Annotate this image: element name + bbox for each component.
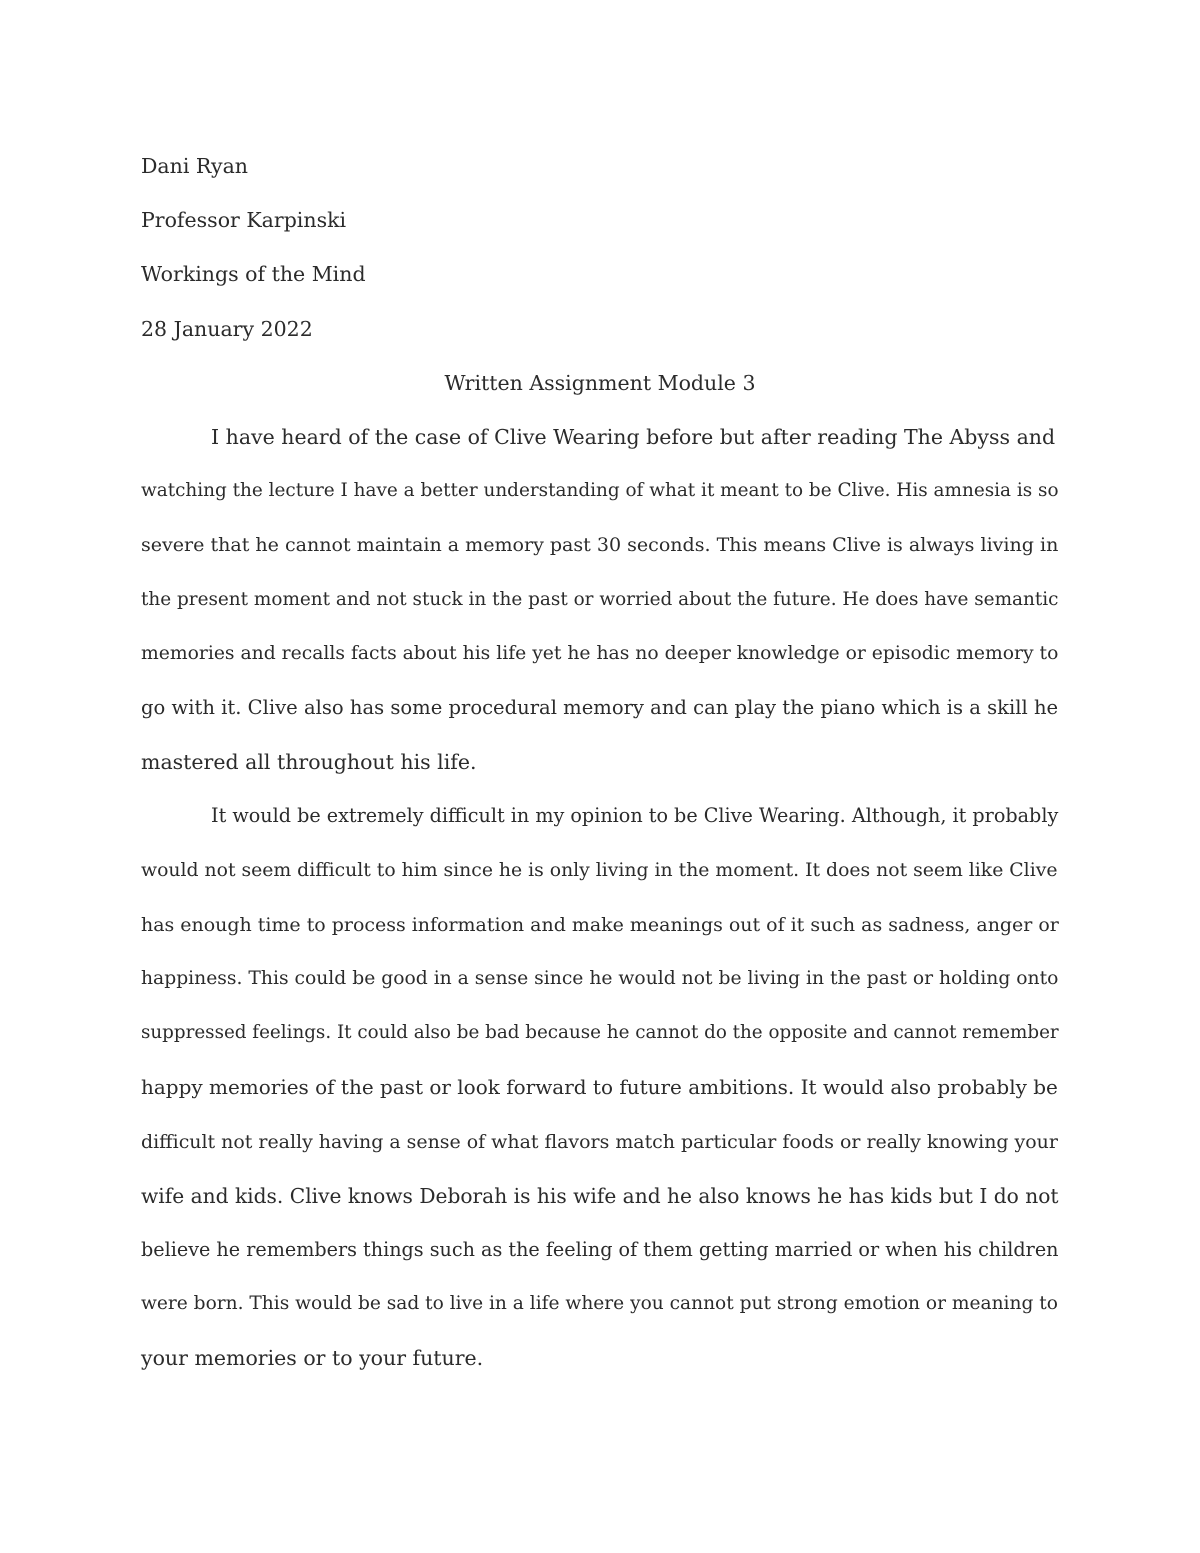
paragraph-line: memories and recalls facts about his life yet he has no deeper knowledge or episodic memory to — [141, 642, 1059, 664]
paragraph-line: watching the lecture I have a better understanding of what it meant to be Clive. His amnesia is so — [141, 480, 1059, 502]
paragraph-line: I have heard of the case of Clive Wearing before but after reading The Abyss and — [211, 425, 1056, 450]
paragraph-line: suppressed feelings. It could also be bad because he cannot do the opposite and cannot remember — [141, 1022, 1059, 1044]
course-name: Workings of the Mind — [141, 262, 366, 287]
paragraph-line: has enough time to process information and make meanings out of it such as sadness, anger or — [141, 913, 1059, 936]
paragraph-line: happy memories of the past or look forward to future ambitions. It would also probably be — [141, 1075, 1058, 1100]
paragraph-line: severe that he cannot maintain a memory past 30 seconds. This means Clive is always living in — [141, 534, 1059, 557]
paragraph-line: difficult not really having a sense of what flavors match particular foods or really knowing your — [141, 1130, 1058, 1153]
paragraph-line: your memories or to your future. — [141, 1346, 484, 1371]
paragraph-line: believe he remembers things such as the feeling of them getting married or when his children — [141, 1238, 1059, 1262]
document-title: Written Assignment Module 3 — [444, 370, 756, 395]
paragraph-line: wife and kids. Clive knows Deborah is his wife and he also knows he has kids but I do not — [141, 1183, 1059, 1208]
paragraph-line: mastered all throughout his life. — [141, 750, 477, 775]
paragraph-line: happiness. This could be good in a sense since he would not be living in the past or holding onto — [141, 968, 1059, 990]
assignment-date: 28 January 2022 — [141, 316, 313, 341]
professor-name: Professor Karpinski — [141, 208, 347, 233]
paragraph-line: go with it. Clive also has some procedural memory and can play the piano which is a skill he — [141, 696, 1059, 720]
paragraph-2 — [141, 789, 1059, 1385]
paragraph-1 — [141, 410, 1059, 789]
document-body — [141, 139, 1059, 1386]
paragraph-line: were born. This would be sad to live in a life where you cannot put strong emotion or meaning to — [141, 1293, 1058, 1315]
student-name: Dani Ryan — [141, 154, 249, 178]
paragraph-line: It would be extremely difficult in my opinion to be Clive Wearing. Although, it probably — [211, 804, 1059, 828]
paragraph-line: the present moment and not stuck in the past or worried about the future. He does have semantic — [141, 588, 1059, 610]
paragraph-line: would not seem difficult to him since he is only living in the moment. It does not seem like Clive — [141, 859, 1058, 881]
